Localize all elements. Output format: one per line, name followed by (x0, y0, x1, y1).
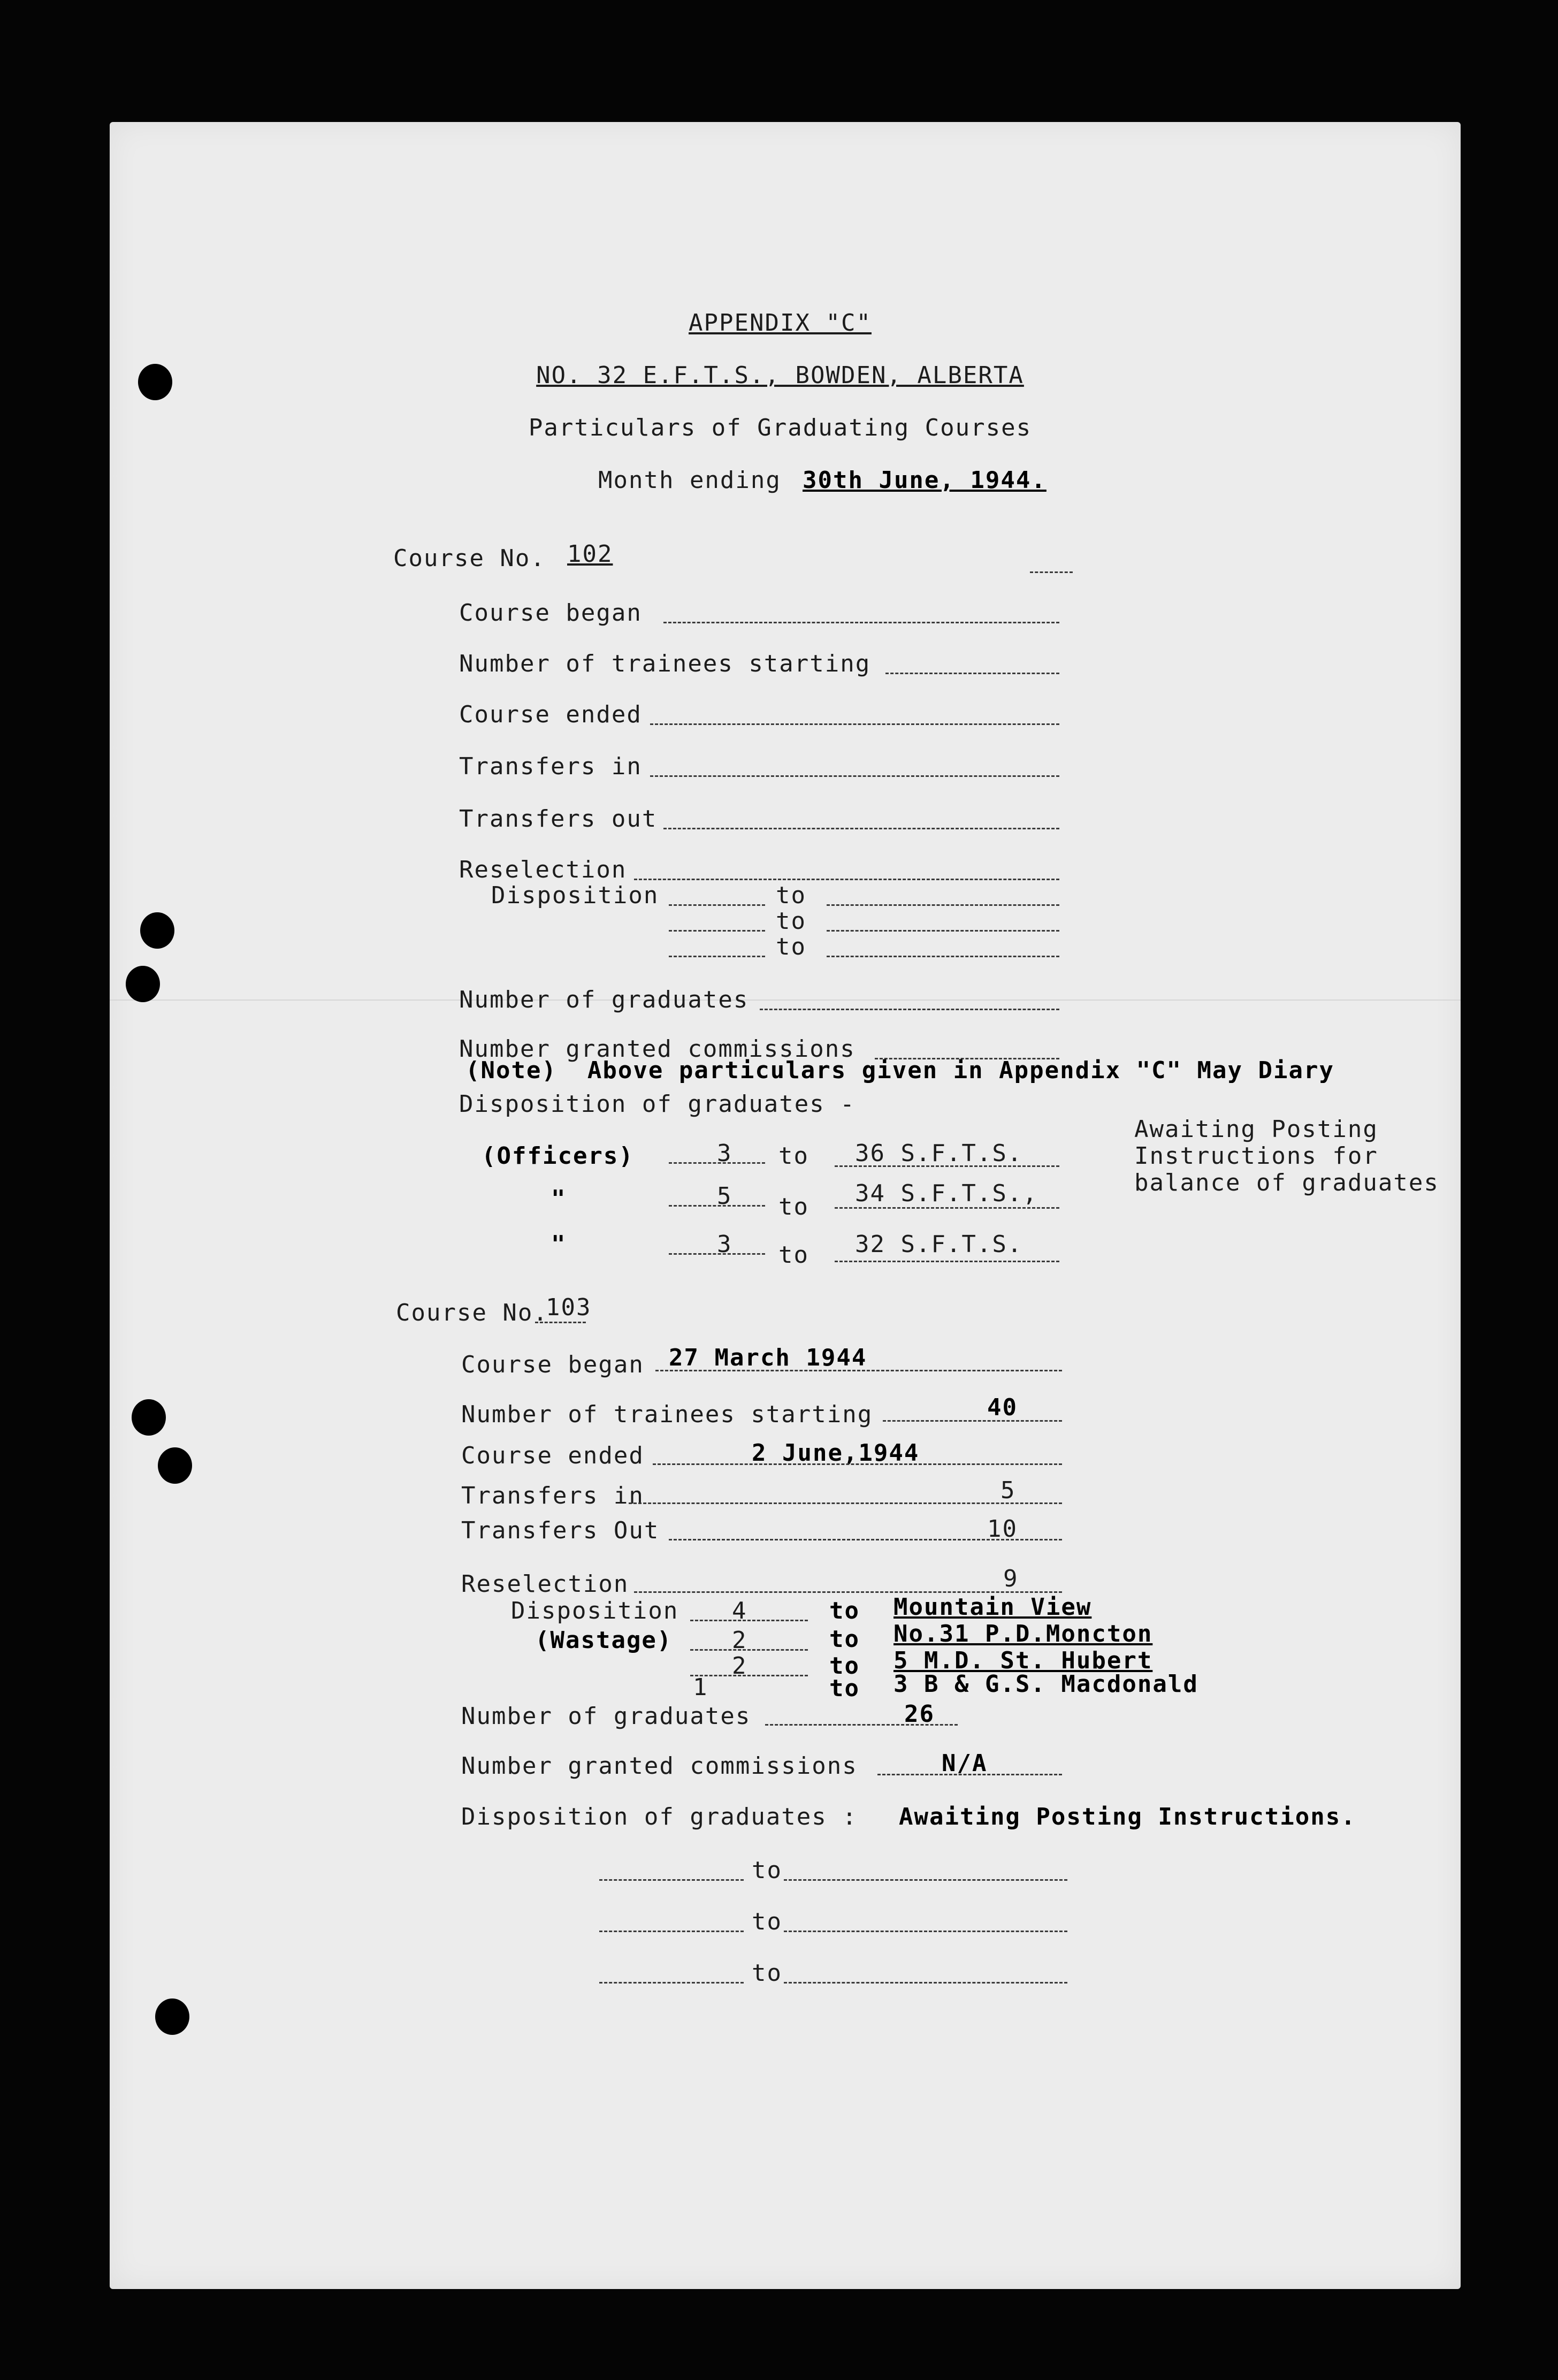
blank-line (835, 1207, 1059, 1209)
course-103-ended-label: Course ended (461, 1442, 644, 1469)
officers-row-number: 3 (717, 1140, 732, 1167)
punch-hole (126, 966, 160, 1002)
side-note-line-2: Instructions for (1134, 1142, 1378, 1170)
course-103-ended-value: 2 June,1944 (752, 1439, 920, 1467)
officers-row-3-destination: 32 S.F.T.S. (855, 1231, 1023, 1258)
blank-line (629, 1502, 1062, 1504)
course-103-began-label: Course began (461, 1351, 644, 1378)
blank-line (663, 828, 1059, 829)
course-103-reselection-value: 9 (1003, 1565, 1019, 1592)
officers-row-2-destination: 34 S.F.T.S., (855, 1180, 1038, 1207)
course-102-commissions-label: Number granted commissions (459, 1035, 856, 1063)
blank-line (669, 1162, 765, 1164)
course-103-transfers-in-label: Transfers in (461, 1482, 644, 1509)
blank-line (669, 956, 765, 957)
page-fold-crease (110, 1000, 1461, 1001)
blank-line (784, 1931, 1067, 1932)
blank-line (669, 1205, 765, 1207)
course-102-transfers-in-label: Transfers in (459, 753, 642, 780)
blank-line (655, 1370, 1062, 1371)
blank-line (784, 1879, 1067, 1881)
course-103-graduates-value: 26 (904, 1700, 935, 1728)
month-date: 30th June, 1944. (803, 467, 1047, 494)
to-label: to (778, 1142, 809, 1170)
blank-line (535, 1322, 586, 1323)
disposition-row-2-number: 2 (732, 1627, 747, 1654)
month-prefix: Month ending (598, 467, 781, 494)
course-103-wastage-label: (Wastage) (535, 1627, 673, 1654)
blank-line (669, 930, 765, 932)
unit-heading: NO. 32 E.F.T.S., BOWDEN, ALBERTA (536, 362, 1024, 389)
blank-line (883, 1420, 1062, 1422)
blank-line (765, 1724, 958, 1726)
blank-line (877, 1774, 1062, 1775)
course-103-graduates-label: Number of graduates (461, 1703, 751, 1730)
course-103-commissions-label: Number granted commissions (461, 1752, 858, 1780)
course-102-note: (Note) Above particulars given in Appendix "C" May Diary (465, 1057, 1334, 1084)
course-103-commissions-value: N/A (942, 1750, 988, 1777)
course-103-label: Course No. (396, 1299, 548, 1326)
officers-row-3-label: " (551, 1231, 567, 1258)
to-label: to (752, 1857, 782, 1884)
blank-line (669, 1539, 1062, 1540)
blank-line (663, 622, 1059, 623)
disposition-row-4-destination: 3 B & G.S. Macdonald (893, 1670, 1198, 1698)
punch-hole (140, 912, 174, 949)
to-label: to (829, 1652, 860, 1680)
to-label: to (829, 1675, 860, 1702)
blank-line (885, 673, 1059, 674)
course-102-label: Course No. (393, 545, 546, 572)
officers-row-2-number: 5 (717, 1183, 732, 1210)
course-103-disposition-graduates-value: Awaiting Posting Instructions. (899, 1803, 1356, 1830)
to-label: to (776, 907, 806, 935)
to-label: to (752, 1908, 782, 1935)
officers-row-destination: 36 S.F.T.S. (855, 1140, 1023, 1167)
blank-line (599, 1982, 744, 1984)
disposition-row-3-number: 2 (732, 1652, 747, 1680)
to-label: to (752, 1959, 782, 1987)
course-102-ended-label: Course ended (459, 701, 642, 728)
blank-line (690, 1649, 808, 1651)
blank-line (835, 1261, 1059, 1262)
blank-line (835, 1165, 1059, 1167)
subtitle-heading: Particulars of Graduating Courses (528, 414, 1032, 441)
to-label: to (776, 882, 806, 909)
course-103-transfers-in-value: 5 (1001, 1477, 1016, 1504)
course-103-transfers-out-value: 10 (987, 1515, 1018, 1543)
course-102-reselection-label: Reselection (459, 856, 627, 883)
course-102-began-label: Course began (459, 599, 642, 627)
blank-line (599, 1931, 744, 1932)
blank-line (827, 904, 1059, 906)
course-102-transfers-out-label: Transfers out (459, 805, 658, 833)
blank-line (599, 1879, 744, 1881)
to-label: to (829, 1597, 860, 1624)
blank-line (669, 904, 765, 906)
disposition-row-1-number: 4 (732, 1597, 747, 1624)
course-103-starting-value: 40 (987, 1394, 1018, 1421)
officers-row-3-number: 3 (717, 1231, 732, 1258)
officers-row-label: (Officers) (482, 1142, 634, 1170)
course-102-starting-label: Number of trainees starting (459, 650, 871, 677)
course-103-disposition-graduates-label: Disposition of graduates : (461, 1803, 858, 1830)
course-103-began-value: 27 March 1944 (669, 1344, 867, 1371)
to-label: to (829, 1626, 860, 1653)
blank-line (634, 1591, 1062, 1593)
course-103-transfers-out-label: Transfers Out (461, 1517, 660, 1544)
side-note-line-1: Awaiting Posting (1134, 1116, 1378, 1143)
blank-line (784, 1982, 1067, 1984)
course-103-starting-label: Number of trainees starting (461, 1401, 873, 1428)
blank-line (653, 1463, 1062, 1465)
blank-line (690, 1620, 808, 1621)
blank-line (650, 723, 1059, 725)
course-102-graduates-label: Number of graduates (459, 986, 749, 1013)
blank-line (634, 879, 1059, 880)
blank-line (650, 775, 1059, 777)
course-103-reselection-label: Reselection (461, 1570, 629, 1598)
punch-hole (132, 1399, 166, 1436)
course-103-number: 103 (546, 1294, 592, 1321)
to-label: to (778, 1193, 809, 1220)
blank-line (669, 1253, 765, 1255)
disposition-row-1-destination: Mountain View (893, 1593, 1092, 1621)
appendix-heading: APPENDIX "C" (689, 309, 872, 337)
disposition-row-3-destination: 5 M.D. St. Hubert (893, 1647, 1153, 1674)
to-label: to (778, 1241, 809, 1269)
blank-line (827, 930, 1059, 932)
officers-row-2-label: " (551, 1185, 567, 1212)
punch-hole (155, 1998, 189, 2035)
course-102-number: 102 (567, 540, 613, 568)
blank-line (1030, 571, 1073, 573)
blank-line (827, 956, 1059, 957)
disposition-row-2-destination: No.31 P.D.Moncton (893, 1620, 1153, 1647)
side-note-line-3: balance of graduates (1134, 1169, 1439, 1196)
punch-hole (138, 364, 172, 400)
to-label: to (776, 933, 806, 960)
course-103-disposition-label: Disposition (511, 1597, 679, 1624)
blank-line (760, 1009, 1059, 1010)
disposition-row-4-number: 1 (693, 1674, 708, 1701)
course-102-disposition-graduates-label: Disposition of graduates - (459, 1090, 856, 1118)
course-102-disposition-label: Disposition (491, 882, 659, 909)
punch-hole (158, 1447, 192, 1484)
